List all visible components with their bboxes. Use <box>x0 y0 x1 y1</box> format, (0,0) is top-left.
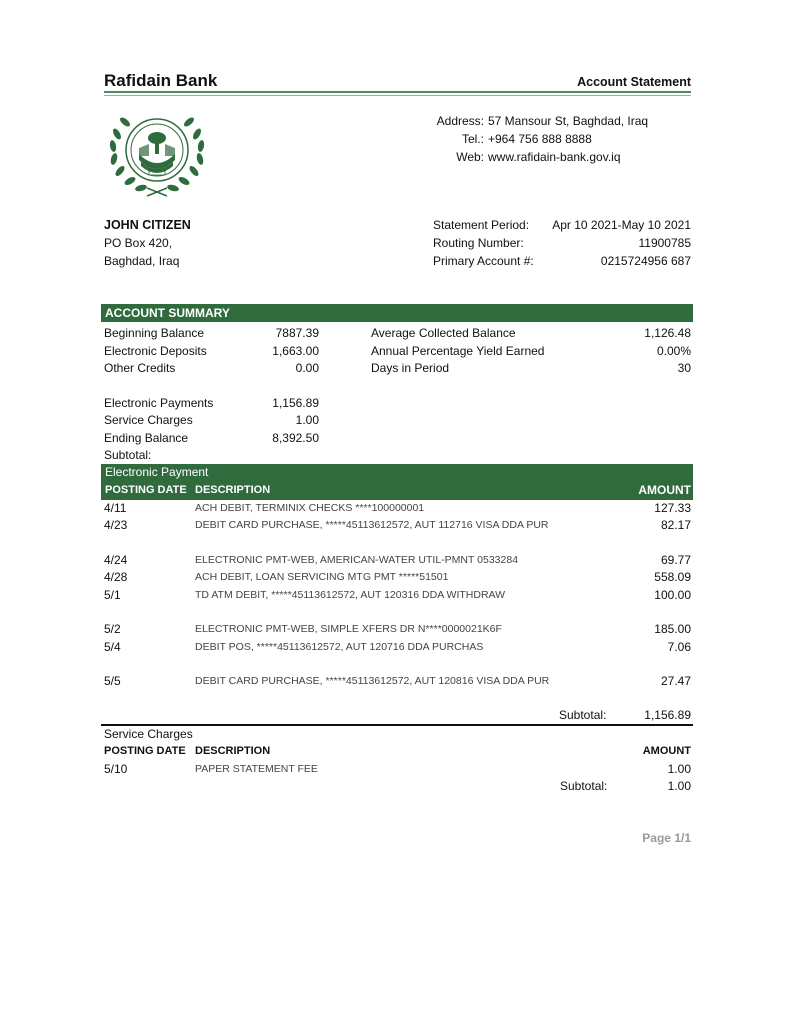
document-title: Account Statement <box>577 75 691 89</box>
column-posting-date: POSTING DATE <box>105 484 187 496</box>
customer-address-line1: PO Box 420, <box>104 236 173 250</box>
customer-info <box>104 216 191 270</box>
contact-phone: Tel.: +964 756 888 8888 <box>461 132 592 146</box>
summary-row: Electronic Payments 1,156.89 <box>104 395 319 410</box>
bank-name: Rafidain Bank <box>104 71 218 90</box>
summary-left-column <box>104 325 319 465</box>
summary-row: Average Collected Balance 1,126.48 <box>371 326 691 340</box>
contact-web: Web: www.rafidain-bank.gov.iq <box>456 150 621 164</box>
transaction-row: 5/2 ELECTRONIC PMT-WEB, SIMPLE XFERS DR N****0000021K6F 185.00 <box>104 622 691 636</box>
transaction-row: 4/24 ELECTRONIC PMT-WEB, AMERICAN-WATER UTIL-PMNT 0533284 69.77 <box>104 553 691 567</box>
column-description: DESCRIPTION <box>195 484 271 496</box>
contact-address: Address: 57 Mansour St, Baghdad, Iraq <box>436 114 649 128</box>
service-charges-title: Service Charges <box>104 727 193 741</box>
bank-contact-info <box>420 112 660 166</box>
summary-row: Days in Period 30 <box>371 361 691 375</box>
summary-row: Subtotal: <box>104 448 152 462</box>
summary-row: Beginning Balance 7887.39 <box>104 326 319 340</box>
column-description: DESCRIPTION <box>195 745 271 757</box>
transaction-row: 4/28 ACH DEBIT, LOAN SERVICING MTG PMT *****51501 558.09 <box>104 570 691 584</box>
customer-address-line2: Baghdad, Iraq <box>104 254 180 268</box>
service-charge-row: 5/10 PAPER STATEMENT FEE 1.00 <box>104 762 691 776</box>
summary-right-column <box>371 325 691 378</box>
transaction-row: 5/1 TD ATM DEBIT, *****45113612572, AUT 120316 DDA WITHDRAW 100.00 <box>104 588 691 602</box>
summary-row: Service Charges 1.00 <box>104 413 319 427</box>
column-posting-date: POSTING DATE <box>104 745 186 757</box>
column-amount: AMOUNT <box>642 745 691 757</box>
statement-period: Statement Period: Apr 10 2021-May 10 2021 <box>433 218 691 232</box>
transaction-row: 4/11 ACH DEBIT, TERMINIX CHECKS ****100000001 127.33 <box>104 501 691 515</box>
summary-row: Ending Balance 8,392.50 <box>104 430 319 445</box>
transaction-row: 5/5 DEBIT CARD PURCHASE, *****45113612572, AUT 120816 VISA DDA PUR 27.47 <box>104 674 691 688</box>
summary-row: Other Credits 0.00 <box>104 361 319 375</box>
account-summary-header: ACCOUNT SUMMARY <box>101 304 693 322</box>
summary-row: Electronic Deposits 1,663.00 <box>104 343 319 358</box>
electronic-payment-header <box>101 464 693 500</box>
customer-name: JOHN CITIZEN <box>104 218 191 232</box>
section-divider <box>101 724 693 726</box>
statement-info <box>433 216 691 270</box>
summary-row: Annual Percentage Yield Earned 0.00% <box>371 343 691 358</box>
column-amount: AMOUNT <box>638 483 691 497</box>
transaction-row: 5/4 DEBIT POS, *****45113612572, AUT 120716 DDA PURCHAS 7.06 <box>104 640 691 654</box>
transaction-row: 4/23 DEBIT CARD PURCHASE, *****45113612572, AUT 112716 VISA DDA PUR 82.17 <box>104 518 691 532</box>
rafidain-bank-emblem-icon <box>103 104 211 200</box>
section-title: Electronic Payment <box>105 465 209 479</box>
page-number: Page 1/1 <box>642 831 691 845</box>
header-divider <box>104 91 691 93</box>
header-divider-thin <box>104 95 691 96</box>
routing-number: Routing Number: 11900785 <box>433 236 691 250</box>
primary-account: Primary Account #: 0215724956 687 <box>433 254 691 268</box>
